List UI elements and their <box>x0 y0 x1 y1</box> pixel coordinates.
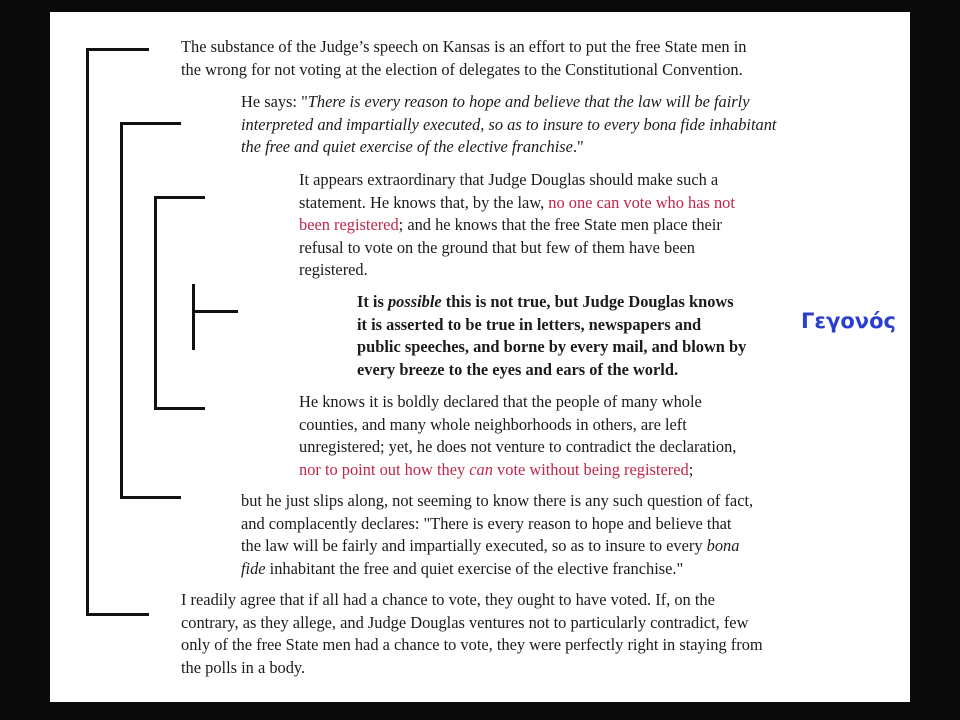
highlighted-text: been registered <box>299 215 399 235</box>
text-line: refusal to vote on the ground that but few of them have been <box>299 237 695 257</box>
text-span: ; and he knows that the free State men place their <box>398 215 722 235</box>
text-line <box>241 91 776 114</box>
text-line <box>241 136 776 159</box>
annotation-label: Γεγονός <box>801 309 896 333</box>
text-line: it is asserted to be true in letters, newspapers and <box>357 314 702 334</box>
italic-span: the free and quiet exercise of the elective franchise <box>241 137 573 157</box>
text-line: It appears extraordinary that Judge Douglas should make such a <box>299 170 719 189</box>
document-page <box>50 12 910 702</box>
paragraph-extraordinary <box>299 169 735 282</box>
text-span: this is not true, but Judge Douglas knows <box>441 292 734 311</box>
italic-span: possible <box>387 292 442 311</box>
paragraph-possible <box>357 291 746 381</box>
text-line: the polls in a body. <box>181 657 306 677</box>
inner-bracket-vertical <box>192 284 195 350</box>
text-line: registered. <box>299 260 368 280</box>
text-line: and complacently declares: "There is every reason to hope and believe that <box>241 513 732 533</box>
italic-span: interpreted and impartially executed, so as to insure to every bona fide inhabitant <box>241 114 777 134</box>
text-span: He says: " <box>241 92 308 111</box>
inner-bracket-horizontal <box>192 310 238 313</box>
paragraph-intro <box>181 36 746 81</box>
text-line: but he just slips along, not seeming to know there is any such question of fact, <box>241 491 754 510</box>
italic-span: bona <box>706 536 740 556</box>
text-span: ." <box>572 137 584 157</box>
text-line <box>299 214 735 237</box>
text-span: the law will be fairly and impartially executed, so as to insure to every <box>241 536 707 556</box>
text-line: public speeches, and borne by every mail, and blown by <box>357 337 747 357</box>
text-line: The substance of the Judge’s speech on Kansas is an effort to put the free State men in <box>181 37 747 56</box>
text-line <box>357 291 746 314</box>
text-line: contrary, as they allege, and Judge Douglas ventures not to particularly contradict, few <box>181 612 749 632</box>
text-line <box>299 192 735 215</box>
text-line: every breeze to the eyes and ears of the world. <box>357 359 679 379</box>
text-line <box>241 558 753 581</box>
text-line <box>299 459 736 482</box>
highlighted-text: vote without being registered <box>492 459 689 479</box>
paragraph-quote <box>241 91 776 159</box>
italic-span: fide <box>241 558 266 578</box>
italic-span: There is every reason to hope and believe that the law will be fairly <box>307 92 750 111</box>
paragraph-slips-along <box>241 490 753 580</box>
text-span: It is <box>357 292 388 311</box>
text-line: I readily agree that if all had a chance to vote, they ought to have voted. If, on the <box>181 590 715 609</box>
text-span: ; <box>688 459 694 479</box>
paragraph-unregistered <box>299 391 736 481</box>
text-span: inhabitant the free and quiet exercise of the elective franchise." <box>265 558 684 578</box>
text-line: the wrong for not voting at the election of delegates to the Constitutional Convention. <box>181 59 743 79</box>
text-line: unregistered; yet, he does not venture to contradict the declaration, <box>299 437 737 457</box>
text-line: only of the free State men had a chance to vote, they were perfectly right in staying from <box>181 635 763 655</box>
highlighted-italic-text: can <box>469 459 493 479</box>
highlighted-text: nor to point out how they <box>299 459 470 479</box>
text-line: counties, and many whole neighborhoods in others, are left <box>299 414 687 434</box>
paragraph-conclusion <box>181 589 763 679</box>
text-line <box>241 114 776 137</box>
highlighted-text: no one can vote who has not <box>548 192 735 212</box>
third-bracket <box>154 196 205 410</box>
text-line <box>241 535 753 558</box>
text-line: He knows it is boldly declared that the people of many whole <box>299 392 702 411</box>
text-span: statement. He knows that, by the law, <box>299 192 549 212</box>
